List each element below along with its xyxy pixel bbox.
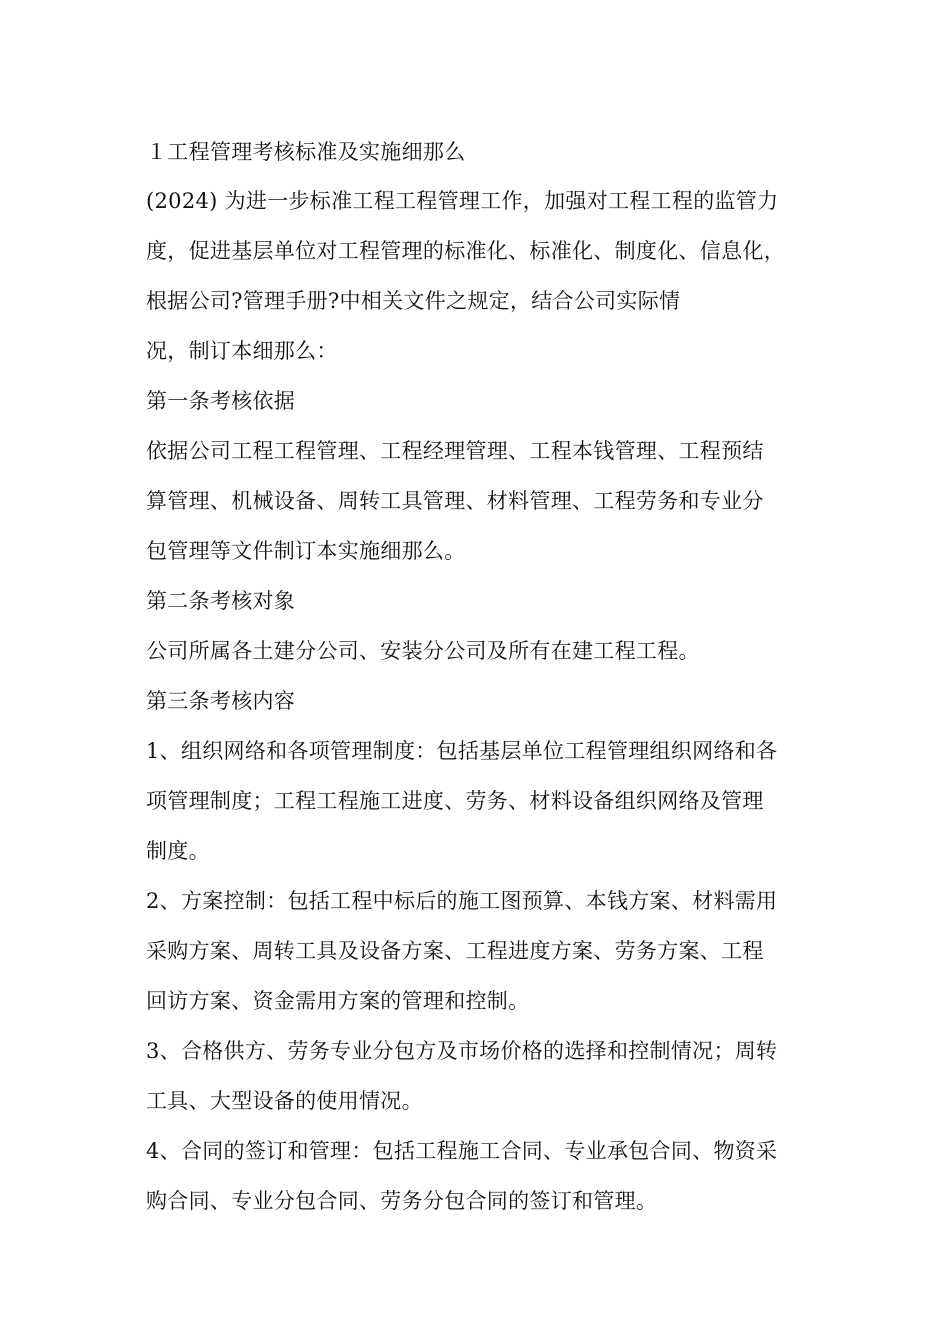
- list-item-line: 制度。: [146, 839, 210, 863]
- paragraph-line: 度，促进基层单位对工程管理的标准化、标准化、制度化、信息化，: [146, 239, 785, 263]
- document-title: １工程管理考核标准及实施细那么: [146, 140, 466, 164]
- list-item-line: 4、合同的签订和管理：包括工程施工合同、专业承包合同、物资采: [146, 1139, 778, 1163]
- list-item-line: 购合同、专业分包合同、劳务分包合同的签订和管理。: [146, 1189, 658, 1213]
- list-item-line: 工具、大型设备的使用情况。: [146, 1089, 423, 1113]
- list-item-line: 2、方案控制：包括工程中标后的施工图预算、本钱方案、材料需用: [146, 889, 778, 913]
- list-item-line: 3、合格供方、劳务专业分包方及市场价格的选择和控制情况；周转: [146, 1039, 778, 1063]
- section-heading-basis: 第一条考核依据: [146, 389, 296, 413]
- list-item-line: 采购方案、周转工具及设备方案、工程进度方案、劳务方案、工程: [146, 939, 764, 963]
- paragraph-line: (2024) 为进一步标准工程工程管理工作，加强对工程工程的监管力: [146, 189, 779, 213]
- paragraph-line: 公司所属各土建分公司、安装分公司及所有在建工程工程。: [146, 639, 700, 663]
- list-item-line: 回访方案、资金需用方案的管理和控制。: [146, 989, 530, 1013]
- list-item-line: 1、组织网络和各项管理制度：包括基层单位工程管理组织网络和各: [146, 739, 778, 763]
- section-heading-content: 第三条考核内容: [146, 689, 296, 713]
- section-heading-object: 第二条考核对象: [146, 589, 296, 613]
- paragraph-line: 况，制订本细那么：: [146, 339, 338, 363]
- paragraph-line: 包管理等文件制订本实施细那么。: [146, 539, 466, 563]
- list-item-line: 项管理制度；工程工程施工进度、劳务、材料设备组织网络及管理: [146, 789, 764, 813]
- paragraph-line: 依据公司工程工程管理、工程经理管理、工程本钱管理、工程预结: [146, 439, 764, 463]
- paragraph-line: 算管理、机械设备、周转工具管理、材料管理、工程劳务和专业分: [146, 489, 764, 513]
- paragraph-line: 根据公司?管理手册?中相关文件之规定，结合公司实际情: [146, 289, 681, 313]
